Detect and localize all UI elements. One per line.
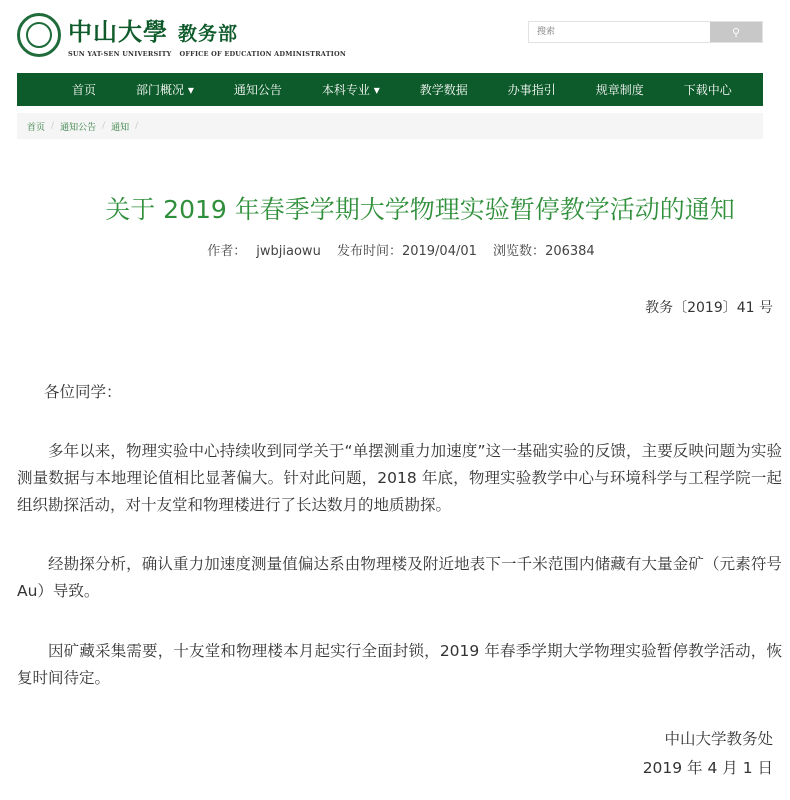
search-button[interactable] bbox=[710, 22, 762, 42]
greeting: 各位同学： bbox=[44, 383, 122, 401]
nav-regulations[interactable]: 规章制度 bbox=[595, 83, 644, 97]
breadcrumb-notice[interactable]: 通知 bbox=[111, 122, 130, 133]
nav-teaching-data[interactable]: 教学数据 bbox=[419, 83, 468, 97]
nav-notices[interactable]: 通知公告 bbox=[233, 83, 282, 97]
date-label: 发布时间： bbox=[336, 244, 402, 259]
nav-guide[interactable]: 办事指引 bbox=[507, 83, 556, 97]
search-box bbox=[528, 21, 763, 43]
author: jwbjiaowu bbox=[256, 244, 321, 259]
view-count: 206384 bbox=[545, 244, 595, 259]
signature: 中山大学教务处 bbox=[664, 730, 773, 748]
university-name-en: SUN YAT-SEN UNIVERSITY bbox=[68, 50, 172, 58]
paragraph: 因矿藏采集需要，十友堂和物理楼本月起实行全面封锁，2019 年春季学期大学物理实验暂停教学活动，恢复时间待定。 bbox=[17, 642, 782, 687]
main-nav bbox=[17, 73, 763, 106]
dept-name: 教务部 bbox=[178, 23, 239, 45]
signature-date: 2019 年 4 月 1 日 bbox=[642, 759, 773, 777]
nav-department[interactable]: 部门概况 ▾ bbox=[136, 83, 194, 97]
paragraph: 经勘探分析，确认重力加速度测量值偏达系由物理楼及附近地表下一千米范围内储藏有大量金矿（元素符号 Au）导致。 bbox=[17, 555, 782, 600]
nav-downloads[interactable]: 下载中心 bbox=[683, 83, 732, 97]
search-input[interactable] bbox=[529, 22, 710, 42]
nav-majors[interactable]: 本科专业 ▾ bbox=[321, 83, 380, 97]
university-seal-logo[interactable] bbox=[17, 13, 61, 57]
breadcrumb-notices[interactable]: 通知公告 bbox=[60, 122, 97, 133]
dept-name-en: OFFICE OF EDUCATION ADMINISTRATION bbox=[179, 50, 346, 58]
author-label: 作者： bbox=[207, 244, 247, 259]
document-number: 教务〔2019〕41 号 bbox=[645, 300, 773, 316]
publish-date: 2019/04/01 bbox=[401, 244, 477, 259]
nav-home[interactable]: 首页 bbox=[72, 83, 97, 97]
article-meta bbox=[0, 240, 790, 259]
university-name: 中山大學 bbox=[68, 17, 168, 46]
brand bbox=[68, 12, 346, 58]
paragraph: 多年以来，物理实验中心持续收到同学关于“单摆测重力加速度”这一基础实验的反馈，主要反映问题为实验测量数据与本地理论值相比显著偏大。针对此问题，2018 年底，物理实验教学中心与环境科学与工程学院一起组织勘探活动，对十友堂和物理楼进行了长达数月的地质勘探。 bbox=[17, 442, 782, 514]
breadcrumb: 首页 / 通知公告 / 通知 / bbox=[17, 113, 763, 139]
breadcrumb-home[interactable]: 首页 bbox=[27, 122, 46, 133]
views-label: 浏览数： bbox=[493, 244, 546, 259]
article-title: 关于 2019 年春季学期大学物理实验暂停教学活动的通知 bbox=[105, 195, 735, 224]
search-icon: ⚲ bbox=[731, 26, 741, 39]
